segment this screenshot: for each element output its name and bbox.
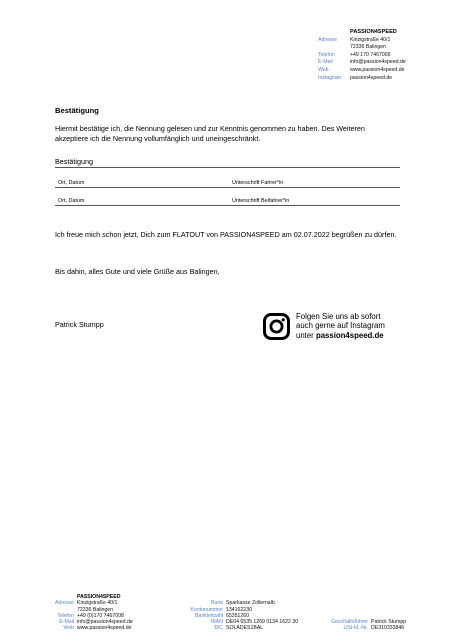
- signature-name: Patrick Stumpp: [55, 320, 104, 329]
- letterhead-value: 72336 Balingen: [350, 44, 387, 51]
- footer-value: SOLADES1BAL: [226, 625, 264, 632]
- letterhead-value: +49 170 7467009: [350, 51, 391, 58]
- footer-label: Kontonummer: [190, 606, 223, 613]
- footer-label: Geschäftsführer: [331, 619, 368, 626]
- driver-signature-label: Unterschrift Fahrer*in: [232, 180, 284, 186]
- instagram-line: Folgen Sie uns ab sofort: [296, 312, 381, 321]
- letterhead-value: Kinzigstraße 40/1: [350, 36, 391, 43]
- footer-value: Patrick Stumpp: [371, 619, 407, 626]
- footer-address: [30, 594, 133, 632]
- footer-value: 65351260: [226, 612, 250, 619]
- page-title: Bestätigung: [55, 106, 99, 115]
- footer-label: IBAN: [210, 619, 223, 626]
- confirmation-title: Bestätigung: [55, 157, 93, 166]
- footer-value: DE310333846: [371, 625, 405, 632]
- letterhead-row: [318, 52, 406, 60]
- footer-bank: [170, 600, 298, 631]
- letterhead-row: [318, 59, 406, 67]
- instagram-handle[interactable]: passion4speed.de: [315, 330, 384, 340]
- instagram-prefix: unter: [296, 330, 316, 340]
- instagram-icon: [263, 313, 290, 340]
- letterhead-email[interactable]: info@passion4speed.de: [350, 59, 406, 66]
- footer-label: Web: [63, 625, 74, 632]
- letterhead-label: Web: [318, 66, 329, 73]
- footer-value: +49 (0)170 7467008: [77, 612, 124, 619]
- footer-label: Bankleitzahl: [195, 612, 223, 619]
- letterhead-web[interactable]: www.passion4speed.de: [350, 66, 405, 73]
- letterhead-label: Instagram: [318, 74, 342, 81]
- instagram-promo: [296, 312, 385, 340]
- closing-paragraph: Bis dahin, alles Gute und viele Grüße aus Balingen,: [55, 267, 220, 276]
- letterhead-label: E-Mail: [318, 59, 333, 66]
- welcome-paragraph: Ich freue mich schon jetzt, Dich zum FLATOUT von PASSION4SPEED am 02.07.2022 begrüßen zu dürfen.: [55, 230, 397, 239]
- footer-email[interactable]: info@passion4speed.de: [77, 619, 133, 626]
- footer-value: Sparkasse Zollernalb: [226, 600, 275, 607]
- footer-label: Bank: [211, 600, 223, 607]
- footer-company: PASSION4SPEED: [77, 594, 121, 600]
- letterhead-label: Adresse: [318, 36, 338, 43]
- letterhead: [318, 29, 406, 82]
- footer-value: Kinzigstraße 40/1: [77, 600, 118, 607]
- footer-label: USt-Id.-Nr.: [343, 625, 368, 632]
- intro-paragraph: Hiermit bestätige ich, die Nennung gelesen und zur Kenntnis genommen zu haben. Des Weiteren akzeptiere ich die Nennung vollumfänglich und uneingeschränkt.: [55, 124, 365, 143]
- footer-value: 134162230: [226, 606, 252, 613]
- footer-label: BIC: [214, 625, 223, 632]
- signature-line: [55, 205, 400, 206]
- letterhead-label: Telefon: [318, 51, 335, 58]
- letterhead-row: [318, 75, 406, 83]
- divider: [55, 167, 400, 168]
- instagram-line: [296, 331, 385, 340]
- letterhead-instagram[interactable]: passion4speed.de: [350, 74, 393, 81]
- place-date-label: Ort, Datum: [58, 198, 85, 204]
- footer-row: [170, 625, 298, 631]
- letterhead-row: [318, 44, 406, 52]
- letterhead-label: [318, 44, 350, 52]
- footer-row: [310, 625, 406, 631]
- place-date-label: Ort, Datum: [58, 180, 85, 186]
- footer-label: Adresse: [54, 600, 74, 607]
- footer-legal: [310, 619, 406, 632]
- letterhead-row: [318, 67, 406, 75]
- instagram-line: auch gerne auf Instagram: [296, 321, 385, 331]
- signature-line: [55, 187, 400, 188]
- footer-value: 72336 Balingen: [77, 606, 114, 613]
- footer-web[interactable]: www.passion4speed.de: [77, 625, 132, 632]
- footer-value: DE04 6535 1260 0134 1622 30: [226, 619, 299, 626]
- footer-label: Telefon: [57, 612, 74, 619]
- footer-row: [30, 625, 133, 631]
- footer-label: E-Mail: [59, 619, 74, 626]
- letterhead-row: [318, 37, 406, 45]
- codriver-signature-label: Unterschrift Beifahrer*in: [232, 198, 290, 204]
- letterhead-company: PASSION4SPEED: [350, 29, 397, 35]
